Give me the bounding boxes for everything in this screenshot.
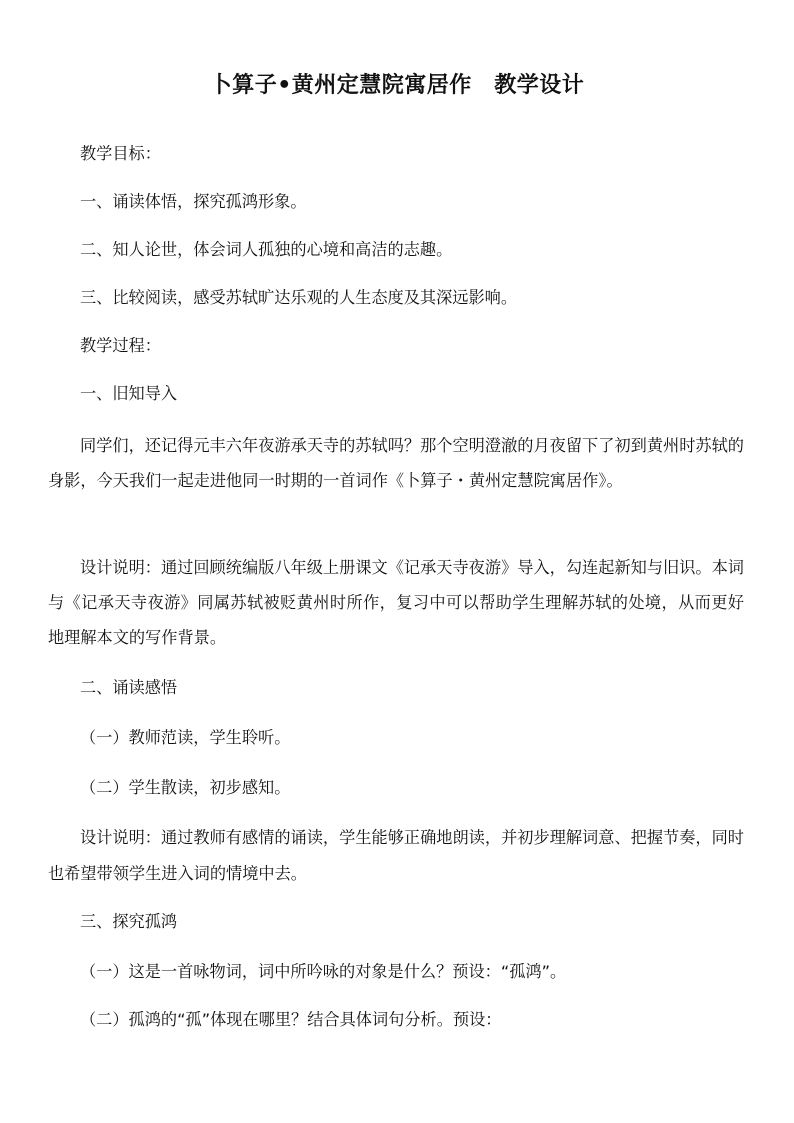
- paragraph-step-2-1: （一）教师范读，学生聆听。: [80, 728, 291, 747]
- paragraph-design-note-2: 设计说明：通过教师有感情的诵读，学生能够正确地朗读，并初步理解词意、把握节奏，同时也希望带领学生进入词的情境中去。: [48, 828, 744, 883]
- paragraph-process-heading: 教学过程：: [80, 336, 161, 355]
- paragraph-section-2-heading: 二、诵读感悟: [80, 678, 178, 697]
- paragraph-section-3-heading: 三、探究孤鸿: [80, 912, 178, 931]
- paragraph-section-1-heading: 一、旧知导入: [80, 384, 178, 403]
- paragraph-design-note-1: 设计说明：通过回顾统编版八年级上册课文《记承天寺夜游》导入，勾连起新知与旧识。本词与《记承天寺夜游》同属苏轼被贬黄州时所作，复习中可以帮助学生理解苏轼的处境，从而更好地理解本文的写作背景。: [48, 558, 744, 647]
- paragraph-step-3-1: （一）这是一首咏物词，词中所吟咏的对象是什么？预设：“孤鸿”。: [80, 962, 567, 981]
- paragraph-step-3-2: （二）孤鸿的“孤”体现在哪里？结合具体词句分析。预设：: [80, 1010, 502, 1029]
- paragraph-objective-2: 二、知人论世，体会词人孤独的心境和高洁的志趣。: [80, 240, 453, 259]
- paragraph-step-2-2: （二）学生散读，初步感知。: [80, 778, 291, 797]
- paragraph-objective-1: 一、诵读体悟，探究孤鸿形象。: [80, 192, 307, 211]
- paragraph-intro: 同学们，还记得元丰六年夜游承天寺的苏轼吗？那个空明澄澈的月夜留下了初到黄州时苏轼的身影，今天我们一起走进他同一时期的一首词作《卜算子・黄州定慧院寓居作》。: [48, 436, 744, 490]
- paragraph-objective-3: 三、比较阅读，感受苏轼旷达乐观的人生态度及其深远影响。: [80, 288, 518, 307]
- paragraph-objectives-heading: 教学目标：: [80, 144, 161, 163]
- document-title: 卜算子•黄州定慧院寓居作 教学设计: [209, 73, 585, 98]
